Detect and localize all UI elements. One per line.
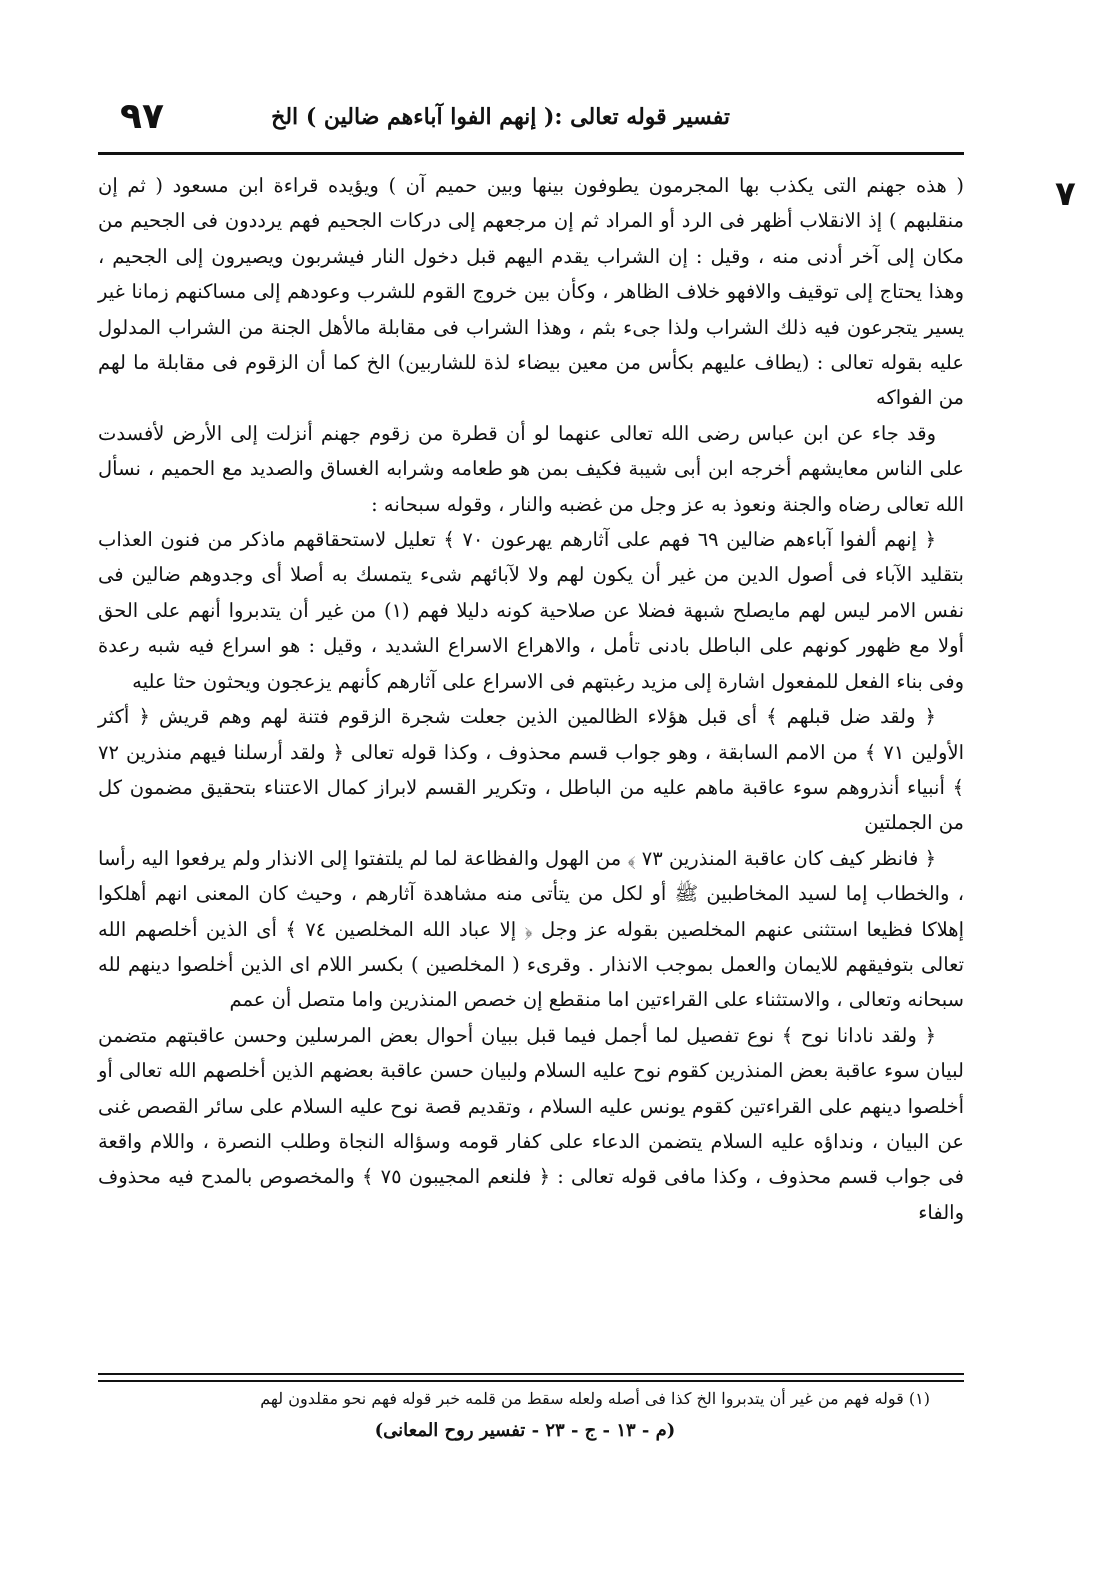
- page-header: [100, 96, 980, 150]
- paragraph-3: ﴿ إنهم ألفوا آباءهم ضالين ٦٩ فهم على آثارهم يهرعون ٧٠ ﴾ تعليل لاستحقاقهم ماذكر من فنون العذاب بتقليد الآباء فى أصول الدين من غير أن يكون لهم ولا لآبائهم شىء يتمسك به أصلا أى وجدوهم ضالين فى نفس الامر ليس لهم مايصلح شبهة فضلا عن صلاحية كونه دليلا فهم (١) من غير أن يتدبروا أنهم على الحق أولا مع ظهور كونهم على الباطل بادنى تأمل ، والاهراع الاسراع الشديد ، وقيل : هو اسراع فيه شبه رعدة وفى بناء الفعل للمفعول اشارة إلى مزيد رغبتهم فى الاسراع على آثارهم كأنهم يزعجون ويحثون حثا عليه: [98, 528, 964, 693]
- paragraph-1: ( هذه جهنم التى يكذب بها المجرمون يطوفون بينها وبين حميم آن ) ويؤيده قراءة ابن مسعود ( ثم إن منقلبهم ) إذ الانقلاب أظهر فى الرد أو المراد ثم إن مرجعهم إلى دركات الجحيم فهم يرددون فى الجحيم من مكان إلى آخر أدنى منه ، وقيل : إن الشراب يقدم اليهم قبل دخول النار فيشربون ويصيرون إلى الجحيم ، وهذا يحتاج إلى توقيف والافهو خلاف الظاهر ، وكأن بين خروج القوم للشرب وعودهم إلى مساكنهم زمانا غير يسير يتجرعون فيه ذلك الشراب ولذا جىء بثم ، وهذا الشراب فى مقابلة مالأهل الجنة من الشراب المدلول عليه بقوله تعالى : (يطاف عليهم بكأس من معين بيضاء لذة للشاربين) الخ كما أن الزقوم فى مقابلة ما لهم من الفواكه: [98, 174, 964, 410]
- paragraph-6: ﴿ ولقد نادانا نوح ﴾ نوع تفصيل لما أجمل فيما قبل ببيان أحوال بعض المرسلين وحسن عاقبتهم متضمن لبيان سوء عاقبة بعض المنذرين كقوم نوح عليه السلام ولبيان حسن عاقبة بعضهم الذين أخلصهم الله تعالى أو أخلصوا دينهم على القراءتين كقوم يونس عليه السلام ، وتقديم قصة نوح عليه السلام على سائر القصص غنى عن البيان ، ونداؤه عليه السلام يتضمن الدعاء على كفار قومه وسؤاله النجاة وطلب النصرة ، واللام واقعة فى جواب قسم محذوف ، وكذا مافى قوله تعالى : ﴿ فلنعم المجيبون ٧٥ ﴾ والمخصوص بالمدح فيه محذوف والفاء: [98, 1023, 964, 1224]
- signature-line: (م - ١٣ - ج - ٢٣ - تفسير روح المعانى): [374, 1420, 676, 1441]
- page-number: ٩٧: [120, 96, 164, 137]
- paragraph-5: ﴿ فانظر كيف كان عاقبة المنذرين ٧٣ ﴾ من الهول والفظاعة لما لم يلتفتوا إلى الانذار ولم يرفعوا اليه رأسا ، والخطاب إما لسيد المخاطبين ﷺ أو لكل من يتأتى منه مشاهدة آثارهم ، وحيث كان المعنى انهم أهلكوا إهلاكا فظيعا استثنى عنهم المخلصين بقوله عز وجل ﴿ إلا عباد الله المخلصين ٧٤ ﴾ أى الذين أخلصهم الله تعالى بتوفيقهم للايمان والعمل بموجب الانذار . وقرىء ( المخلصين ) بكسر اللام اى الذين أخلصوا دينهم لله سبحانه وتعالى ، والاستثناء على القراءتين اما منقطع إن خصص المنذرين واما متصل أن عمم: [98, 846, 964, 1012]
- running-title: تفسير قوله تعالى :( إنهم الفوا آباءهم ضالين ) الخ: [271, 104, 730, 130]
- footnote: (١) قوله فهم من غير أن يتدبروا الخ كذا فى أصله ولعله سقط من قلمه خبر قوله فهم نحو مقلدون لهم: [260, 1389, 930, 1408]
- margin-mark: ٧: [1055, 174, 1076, 214]
- body-text: [98, 168, 964, 1230]
- paragraph-4: ﴿ ولقد ضل قبلهم ﴾ أى قبل هؤلاء الظالمين الذين جعلت شجرة الزقوم فتنة لهم وهم قريش ﴿ أكثر الأولين ٧١ ﴾ من الامم السابقة ، وهو جواب قسم محذوف ، وكذا قوله تعالى ﴿ ولقد أرسلنا فيهم منذرين ٧٢ ﴾ أنبياء أنذروهم سوء عاقبة ماهم عليه من الباطل ، وتكرير القسم لابراز كمال الاعتناء بتحقيق مضمون كل من الجملتين: [98, 705, 964, 835]
- paragraph-2: وقد جاء عن ابن عباس رضى الله تعالى عنهما لو أن قطرة من زقوم جهنم أنزلت إلى الأرض لأفسدت على الناس معايشهم أخرجه ابن أبى شيبة فكيف بمن هو طعامه وشرابه الغساق والصديد مع الحميم ، نسأل الله تعالى رضاه والجنة ونعوذ به عز وجل من غضبه والنار ، وقوله سبحانه :: [98, 421, 964, 516]
- header-rule: [98, 152, 964, 155]
- footnote-rule: [98, 1373, 964, 1382]
